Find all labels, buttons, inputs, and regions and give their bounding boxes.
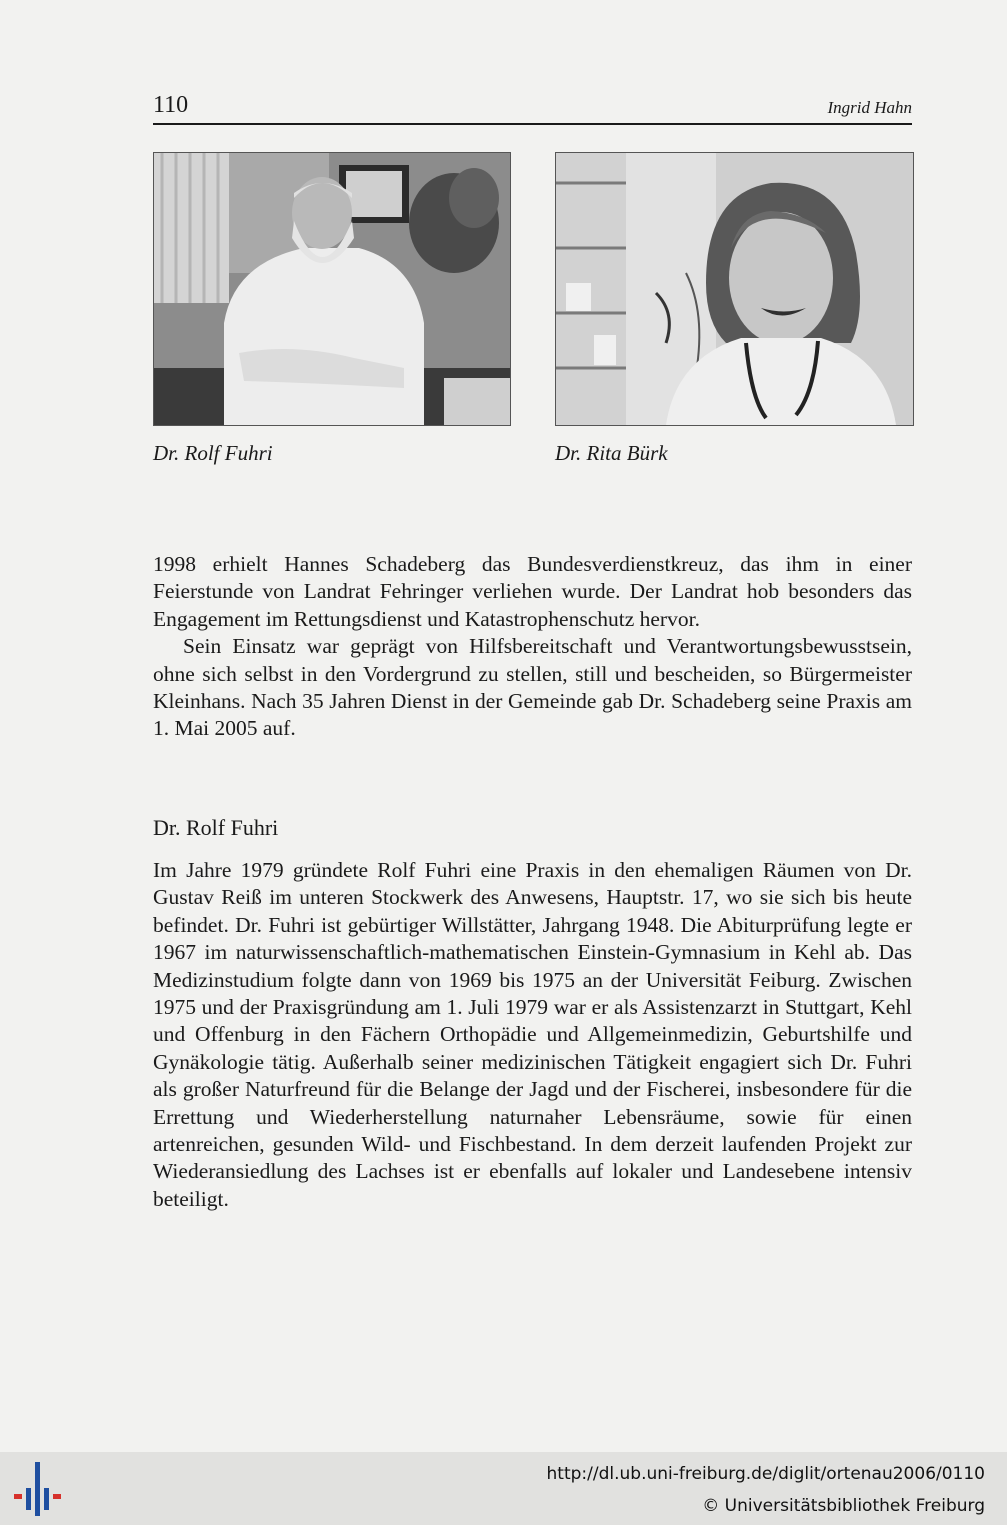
portrait-woman-image [556,153,913,425]
body-text-section [153,857,912,1213]
paragraph: Sein Einsatz war geprägt von Hilfsbereitschaft und Verantwortungsbewusstsein, ohne sich selbst in den Vordergrund zu stellen, still und bescheiden, so Bürgermeister Kleinhans. Nach 35 Jahren Dienst in der Gemeinde gab Dr. Schadeberg seine Praxis am 1. Mai 2005 auf. [153,634,912,741]
figure-caption-left: Dr. Rolf Fuhri [153,441,273,465]
photo-rita-buerk [555,152,914,426]
photo-rolf-fuhri [153,152,511,426]
section-heading: Dr. Rolf Fuhri [153,815,279,840]
copyright-notice: © Universitätsbibliothek Freiburg [702,1496,985,1516]
body-text-top [153,551,912,743]
viewer-footer [0,1452,1007,1525]
source-url[interactable]: http://dl.ub.uni-freiburg.de/diglit/ortenau2006/0110 [546,1464,985,1484]
paragraph: 1998 erhielt Hannes Schadeberg das Bundesverdienstkreuz, das ihm in einer Feierstunde von Landrat Fehringer verliehen wurde. Der Landrat hob besonders das Engagement im Rettungsdienst und Katastrophenschutz hervor. [153,552,912,631]
paragraph: Im Jahre 1979 gründete Rolf Fuhri eine Praxis in den ehemaligen Räumen von Dr. Gustav Reiß im unteren Stockwerk des Anwesens, Hauptstr. 17, wo sie sich bis heute befindet. Dr. Fuhri ist gebürtiger Willstätter, Jahrgang 1948. Die Abiturprüfung legte er 1967 im naturwissenschaftlich-mathematischen Einstein-Gymnasium in Kehl ab. Das Medizinstudium folgte dann von 1969 bis 1975 an der Universität Feiburg. Zwischen 1975 und der Praxisgründung am 1. Juli 1979 war er als Assistenzarzt in Stuttgart, Kehl und Offenburg in den Fächern Orthopädie und Allgemeinmedizin, Geburtshilfe und Gynäkologie tätig. Außerhalb seiner medizinischen Tätigkeit engagiert sich Dr. Fuhri als großer Naturfreund für die Belange der Jagd und der Fischerei, insbesondere für die Errettung und Wiederherstellung naturnaher Lebensräume, sowie für einen artenreichen, gesunden Wild- und Fischbestand. In dem derzeit laufenden Projekt zur Wiederansiedlung des Lachses ist er ebenfalls auf lokaler und Landesebene intensiv beteiligt. [153,858,912,1211]
running-head: Ingrid Hahn [827,98,912,117]
ub-freiburg-logo-icon [12,1460,66,1518]
figure-caption-right: Dr. Rita Bürk [555,441,668,465]
page-number: 110 [153,92,189,118]
header-rule [153,123,912,125]
portrait-man-image [154,153,510,425]
